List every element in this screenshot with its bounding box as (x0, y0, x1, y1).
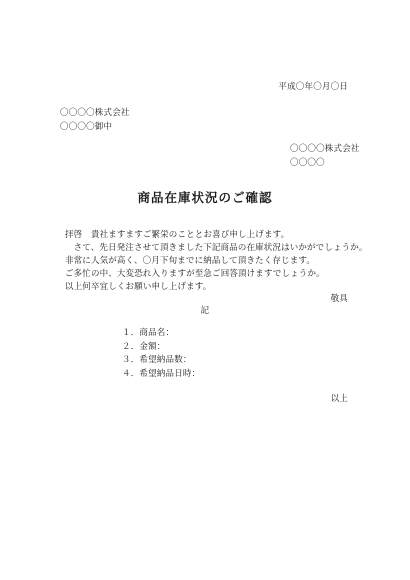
record-heading: 記 (200, 306, 210, 316)
body-line: 拝啓 貴社ますますご繁栄のこととお喜び申し上げます。 (65, 230, 290, 240)
document-title: 商品在庫状況のご確認 (137, 190, 273, 205)
sender-person: 〇〇〇〇 (290, 158, 325, 168)
record-item: ４．希望納品日時： (122, 369, 201, 380)
recipient-person: 〇〇〇〇御中 (60, 122, 113, 132)
record-item: ３．希望納品数： (122, 355, 192, 366)
letter-body (65, 229, 368, 294)
record-item-list (122, 327, 200, 382)
body-line: さて、先日発注させて頂きました下記商品の在庫状況はいかがでしょうか。 (65, 243, 368, 253)
record-item: ２．金額： (122, 341, 166, 352)
document-date: 平成〇年〇月〇日 (278, 82, 348, 92)
body-line: 以上何卒宜しくお願い申し上げます。 (65, 282, 212, 292)
recipient-company: 〇〇〇〇株式会社 (60, 108, 130, 118)
body-line: ご多忙の中、大変恐れ入りますが至急ご回答頂けますでしょうか。 (65, 269, 325, 279)
closing-phrase: 敬具 (330, 294, 348, 304)
record-end: 以上 (330, 394, 348, 404)
sender-company: 〇〇〇〇株式会社 (290, 144, 360, 154)
body-line: 非常に人気が高く、〇月下旬までに納品して頂きたく存じます。 (65, 256, 316, 266)
record-item: １．商品名： (122, 328, 175, 338)
